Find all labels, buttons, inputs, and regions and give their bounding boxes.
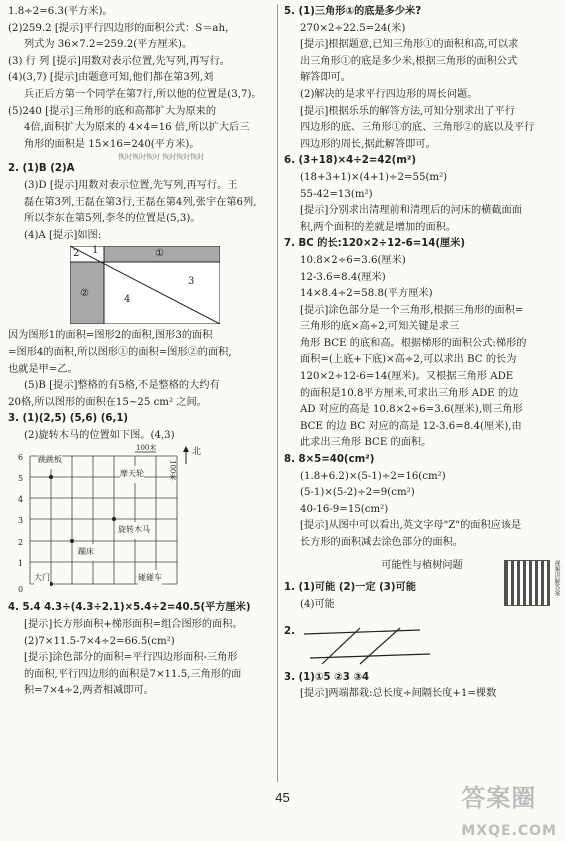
text-line: (3)D [提示]用数对表示位置,先写列,再写行。王 [24,179,238,191]
text-line: (3) 行 列 [提示]用数对表示位置,先写列,再写行。 [8,55,230,67]
y-tick: 0 [18,585,24,595]
text-line: 兵正后方第一个同学在第7行,所以他的位置是(3,7)。 [24,88,262,100]
section-block [284,558,560,624]
text-line: 积=7×4÷2,两者相减即可。 [24,685,154,697]
text-line: 长方形的面积减去涂色部分的面积。 [300,537,463,548]
text-line: [提示]根据乐乐的解答方法,可知分别求出了平行 [300,105,515,117]
question-5: 5. (1)三角形①的底是多少米? [284,6,422,17]
y-tick: 1 [18,559,24,569]
page-number: 45 [275,790,290,805]
text-line: 角形 BCE 的底和高。根据梯形的面积公式:梯形的 [300,337,527,349]
place-label: 旋转木马 [118,522,150,539]
text-line: BCE 的边 BC 对应的高是 12-3.6=8.4(厘米),由 [300,420,522,432]
text-line: (5)B [提示]整格的有5格,不是整格的大约有 [24,380,220,392]
text-line: 磊在第3列,王磊在第3行,王磊在第4列,张宇在第6列, [24,196,257,208]
scale-label: 100米 [136,444,157,453]
question-3: 3. (1)(2,5) (5,6) (6,1) [8,413,129,425]
figure-label: ① [155,248,164,260]
y-tick: 6 [18,453,24,463]
place-label: 跳跳板 [38,452,62,469]
left-column [8,4,270,700]
text-line: 也就是甲=乙。 [8,363,78,375]
figure-label: 4 [124,294,131,306]
place-label: 蹦床 [78,544,94,561]
question-6: 6. (3+18)×4÷2=42(m²) [284,155,416,167]
text-line: 角形的面积是 15×16=240(平方米)。 [24,138,200,150]
figure-label: 3 [188,276,195,288]
text-line: 270×2÷22.5=24(米) [300,22,406,34]
text-line: (2)7×11.5-7×4÷2=66.5(cm²) [24,635,175,647]
text-line: [提示]涂色部分的面积=平行四边形面积-三角形 [24,652,238,664]
text-line: (5-1)×(5-2)÷2=9(cm²) [300,487,415,499]
text-line: [提示]涂色部分是一个三角形,根据三角形的面积= [300,304,524,316]
text-line: 因为图形1的面积=图形2的面积,图形3的面积 [8,330,213,342]
text-line: (4)(3,7) [提示]由题意可知,他们都在第3列,刘 [8,72,214,84]
figure-label: 2 [73,248,80,260]
place-label: 碰碰车 [138,570,162,587]
y-tick: 2 [18,538,24,548]
text-line: (2)解决的是求平行四边形的周长问题。 [300,88,478,100]
area-figure [70,246,220,324]
qr-code[interactable] [504,560,550,606]
text-line: 解答即可。 [300,72,351,84]
text-line: 120×2÷12-6=14(厘米)。又根据三角形 ADE [300,371,514,383]
text-line: 三角形的底×高÷2,可知关键是求三 [300,321,460,333]
section-question-2: 2. [284,625,295,637]
text-line: =图形4的面积,所以图形①的面积=图形②的面积, [8,346,232,358]
text-line: [提示]分别求出清理前和清理后的河床的横截面面 [300,205,522,217]
text-line: 面积=(上底+下底)×高÷2,可以求出 BC 的长为 [300,354,517,366]
text-line: (5)240 [提示]三角形的底和高都扩大为原来的 [8,105,217,117]
text-line: [提示]两端都栽:总长度÷间隔长度+1=棵数 [300,688,497,700]
section-title: 可能性与植树问题 [381,559,463,571]
question-2: 2. (1)B (2)A [8,163,75,175]
text-line: 积,两个面积的差就是增加的面积。 [300,221,457,233]
text-line: [提示]长方形面积+梯形面积=组合图形的面积。 [24,619,243,631]
text-line: 四边形的底、三角形①的底、三角形②的底以及平行 [300,122,535,134]
text-line: 列式为 36×7.2=259.2(平方厘米)。 [24,39,193,51]
right-column [284,4,560,703]
north-label: 北 [192,447,202,458]
text-line: 的面积是10.8平方厘米,可求出三角形 ADE 的边 [300,387,519,399]
text-line: (2)259.2 [提示]平行四边形的面积公式：S＝ah， [8,22,236,34]
text-line: 此求出三角形 BCE 的面积。 [300,437,432,449]
text-line: 55-42=13(m²) [300,188,373,200]
text-line: AD 对应的高是 10.8×2÷6=3.6(厘米),则三角形 [300,404,523,416]
text-line: (4)可能 [300,598,335,610]
text-line: 40-16-9=15(cm²) [300,503,389,515]
text-line: 12-3.6=8.4(厘米) [300,271,386,283]
y-tick: 5 [18,474,24,484]
text-line: 4倍,面积扩大为原来的 4×4=16 倍,所以扩大后三 [24,122,250,134]
text-line: 四边形的周长,据此解答即可。 [300,138,436,150]
place-label: 摩天轮 [120,466,144,483]
section-question-1: 1. (1)可能 (2)一定 (3)可能 [284,581,416,593]
text-line: 14×8.4÷2=58.8(平方厘米) [300,288,433,300]
question-8: 8. 8×5=40(cm²) [284,454,375,466]
text-line: 10.8×2÷6=3.6(厘米) [300,254,406,266]
section-question-3: 3. (1)①5 ②3 ③4 [284,671,370,683]
text-line: 20格,所以图形的面积在15~25 cm² 之间。 [8,396,207,408]
text-line: 所以李东在第5列,李冬的位置是(5,3)。 [24,213,201,225]
figure-label: 1 [92,245,99,257]
question-7: 7. BC 的长:120×2÷12-6=14(厘米) [284,238,466,250]
text-line: [提示]从图中可以看出,英文字母"Z"的面积应该是 [300,520,522,532]
place-label: 大门 [34,570,50,587]
matching-figure [284,624,560,670]
column-divider [277,4,278,782]
position-grid [16,446,226,596]
text-line: (4)A [提示]如图: [24,229,102,241]
scale-label: 100米 [168,460,177,481]
stamp-text: 恢时恢时恢时 恢时恢时恢时 [118,153,205,162]
text-line: 的面积,平行四边形的面积是7×11.5,三角形的面 [24,668,242,680]
text-line: (1.8+6.2)×(5-1)÷2=16(cm²) [300,470,446,482]
y-tick: 3 [18,516,24,526]
text-line: 出三角形①的底是多少米,根据三角形的面积公式 [300,55,518,67]
y-tick: 4 [18,495,24,505]
text-line: 1.8÷2=6.3(平方米)。 [8,6,113,17]
qr-note: 视频讲解答案 [553,559,560,596]
question-4: 4. 5.4 4.3÷(4.3÷2.1)×5.4÷2=40.5(平方厘米) [8,602,251,614]
watermark-logo: 答案圈 MXQE.COM [461,784,557,839]
text-line: (2)旋转木马的位置如下图。(4,3) [24,429,175,441]
text-line: [提示]根据题意,已知三角形①的面积和高,可以求 [300,39,519,51]
text-line: (18+3+1)×(4+1)÷2=55(m²) [300,171,448,183]
figure-label: ② [80,288,89,300]
